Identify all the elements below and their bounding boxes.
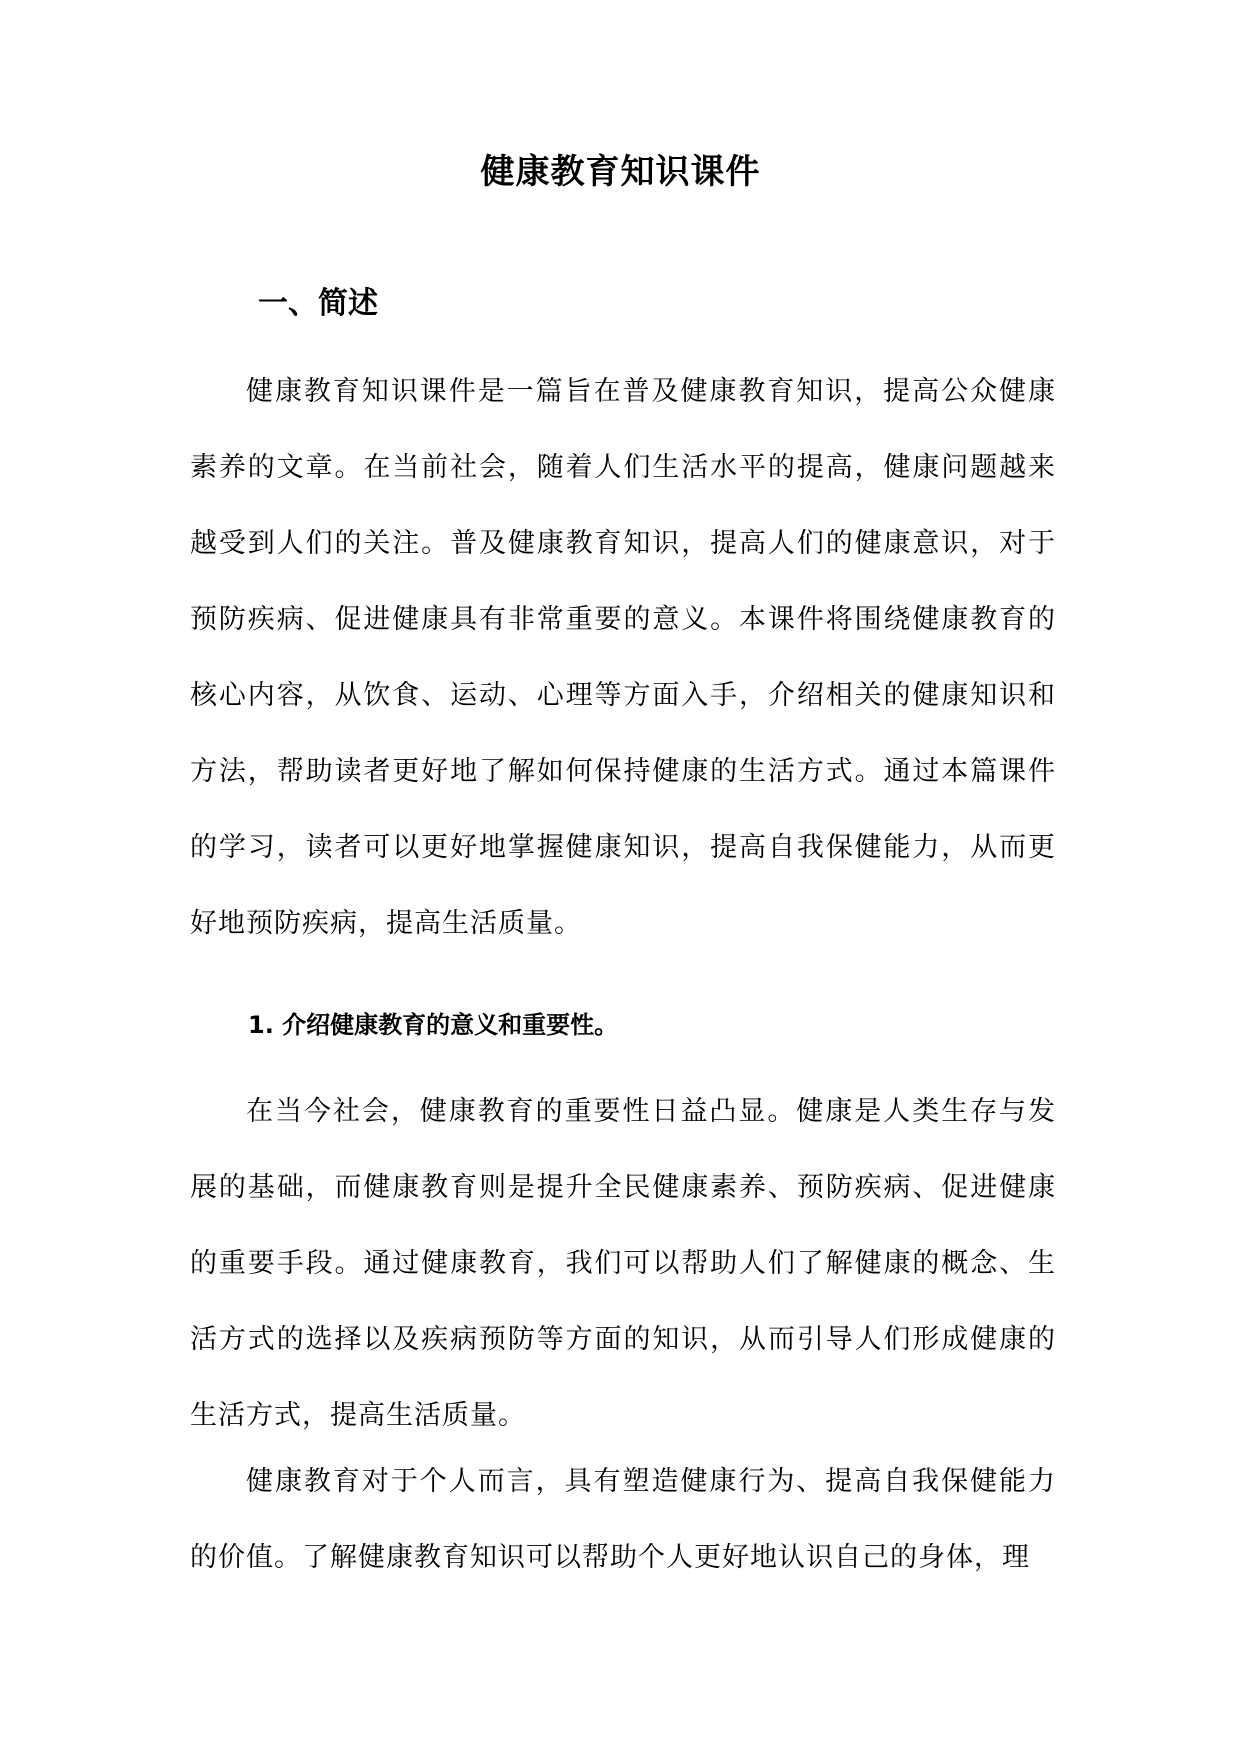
subsection-paragraph-2: 健康教育对于个人而言，具有塑造健康行为、提高自我保健能力的价值。了解健康教育知识可以帮助个人更好地认识自己的身体，理 bbox=[190, 1466, 1056, 1573]
subsection-heading-1: 1. 介绍健康教育的意义和重要性。 bbox=[248, 1011, 619, 1039]
section-heading-overview: 一、简述 bbox=[258, 286, 378, 321]
overview-paragraph: 健康教育知识课件是一篇旨在普及健康教育知识，提高公众健康素养的文章。在当前社会，随着人们生活水平的提高，健康问题越来越受到人们的关注。普及健康教育知识，提高人们的健康意识，对于预防疾病、促进健康具有非常重要的意义。本课件将围绕健康教育的核心内容，从饮食、运动、心理等方面入手，介绍相关的健康知识和方法，帮助读者更好地了解如何保持健康的生活方式。通过本篇课件的学习，读者可以更好地掌握健康知识，提高自我保健能力，从而更好地预防疾病，提高生活质量。 bbox=[190, 376, 1056, 939]
document-title: 健康教育知识课件 bbox=[480, 152, 761, 192]
subsection-paragraph-1: 在当今社会，健康教育的重要性日益凸显。健康是人类生存与发展的基础，而健康教育则是提升全民健康素养、预防疾病、促进健康的重要手段。通过健康教育，我们可以帮助人们了解健康的概念、生活方式的选择以及疾病预防等方面的知识，从而引导人们形成健康的生活方式，提高生活质量。 bbox=[190, 1096, 1056, 1431]
